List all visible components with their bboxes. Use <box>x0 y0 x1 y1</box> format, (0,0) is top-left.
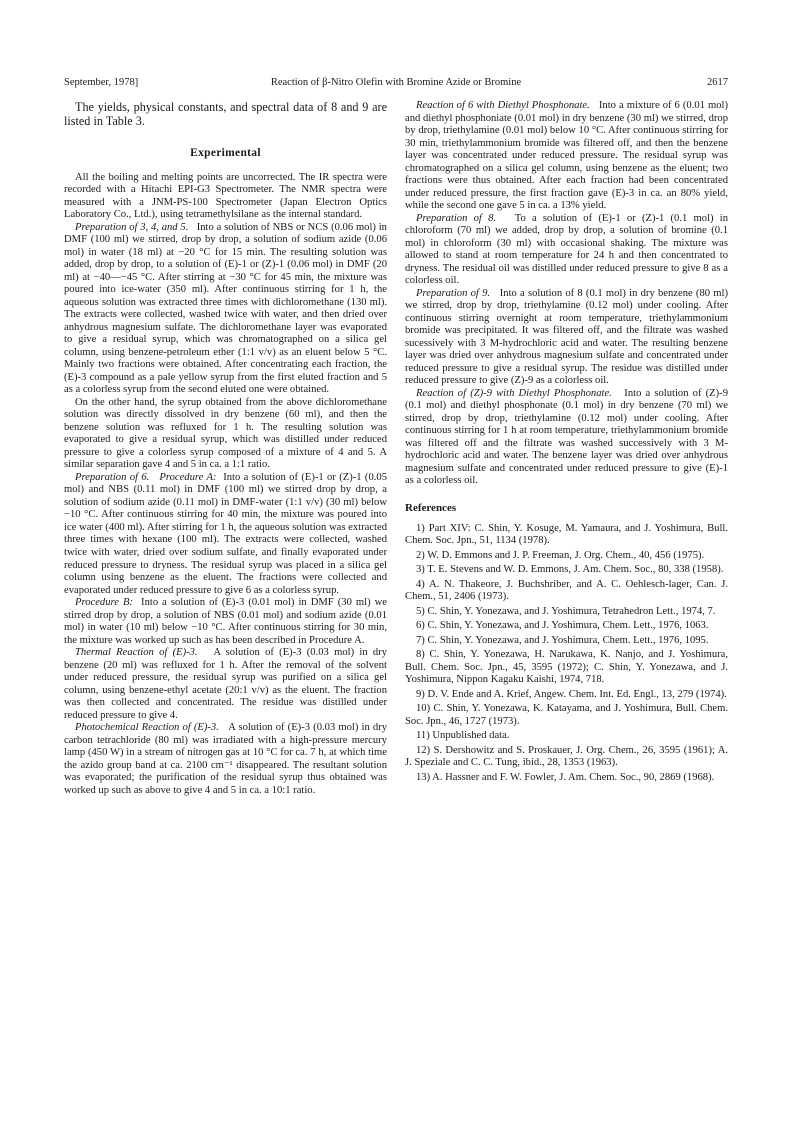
intro-paragraph: The yields, physical constants, and spectral data of 8 and 9 are listed in Table 3. <box>64 100 387 128</box>
reference-item: 4) A. N. Thakeore, J. Buchshriber, and A. C. Oehlesch-lager, Can. J. Chem., 51, 2406 (1973). <box>405 578 728 603</box>
subhead-thermal: Thermal Reaction of (E)-3. <box>75 647 198 659</box>
paragraph-other-hand: On the other hand, the syrup obtained from the above dichloromethane solution was directly dissolved in dry benzene (60 ml), and then the benzene solution was refluxed for 1 h. The resulting solution was evaporated to give a residual syrup, which was distilled under reduced pressure to give a colorless syrup composed of a mixture of 4 and 5. A similar separation gave 4 and 5 in ca. a 1:1 ratio. <box>64 396 387 471</box>
paragraph-reaction-z9: Reaction of (Z)-9 with Diethyl Phosphonate. Into a solution of (Z)-9 (0.1 mol) and diethyl phosphonate (0.1 mol) in dry benzene (70 ml) we stirred, drop by drop, triethylamine (0.12 mol) under cooling. After continuous stirring for 1 h at room temperature, triethylammonium bromide was filtered off and the filtrate was washed successively with 3 M-hydrochloric acid and water. The benzene layer was dried over anhydrous magnesium sulfate and concentrated under reduced pressure to give (E)-1 as a colorless oil. <box>405 387 728 487</box>
paragraph-prep-6: Preparation of 6. Procedure A: Into a solution of (E)-1 or (Z)-1 (0.05 mol) and NBS (0.11 mol) in DMF (100 ml) we stirred drop by drop, a solution of sodium azide (0.11 mol) in DMF-water (1:1 v/v) (30 ml) below −10 °C. After continuous stirring for 40 min, the mixture was poured into ice water (400 ml). After stirring for 1 h, the aqueous solution was extracted three times with hexane (100 ml). The extracts were collected, washed twice with water, dried over sodium sulfate, and finally evaporated under reduced pressure to dryness. The residual syrup was placed in a silica gel column using benzene as the eluent. The fractions were collected and evaporated under reduced pressure to give 6 as a colorless syrup. <box>64 471 387 596</box>
paragraph-prep-9: Preparation of 9. Into a solution of 8 (0.1 mol) in dry benzene (80 ml) we stirred, drop by drop, triethylamine (0.12 mol) under cooling. After continuous stirring overnight at room temperature, triethylammonium bromide was precipitated. It was filtered off, and the filtrate was washed sucessively with 3 M-hydrochloric acid and water. The resulting benzene layer was dried over anhydrous magnesium sulfate and concentrated under reduced pressure to give a residual syrup. The residue was distilled under reduced pressure to give (Z)-9 as a colorless oil. <box>405 287 728 387</box>
subhead-procedure-a: Procedure A: <box>159 471 217 483</box>
reference-item: 10) C. Shin, Y. Yonezawa, K. Katayama, and J. Yoshimura, Bull. Chem. Soc. Jpn., 46, 1727 (1973). <box>405 703 728 727</box>
paragraph-reaction-6: Reaction of 6 with Diethyl Phosphonate. Into a mixture of 6 (0.01 mol) and diethyl phosphoniate (0.01 mol) in dry benzene (30 ml) we stirred, drop by drop, triethylamine (0.01 mol) below 10 °C. After continuous stirring for 30 min, triethylammonium bromide was filtered off, and then the benzene layer was concentrated under reduced pressure. The residual syrup was chromatographed on a silica gel column, using benzene as the eluent; two fractions were thus obtained. After each fraction had been concentrated under reduced pressure, the first fraction gave (E)-3 in ca. an 80% yield, while the second one gave 5 in ca. a 13% yield. <box>405 100 728 212</box>
reference-item: 5) C. Shin, Y. Yonezawa, and J. Yoshimura, Tetrahedron Lett., 1974, 7. <box>416 605 716 617</box>
reference-item: 9) D. V. Ende and A. Krief, Angew. Chem. Int. Ed. Engl., 13, 279 (1974). <box>416 688 727 700</box>
subhead-prep-6: Preparation of 6. <box>75 471 150 483</box>
experimental-heading: Experimental <box>190 147 261 159</box>
reference-item: 3) T. E. Stevens and W. D. Emmons, J. Am. Chem. Soc., 80, 338 (1958). <box>416 564 724 576</box>
right-column <box>405 100 728 786</box>
reference-list <box>405 523 728 785</box>
reference-item: 13) A. Hassner and F. W. Fowler, J. Am. Chem. Soc., 90, 2869 (1968). <box>416 771 715 783</box>
subhead-prep-9: Preparation of 9. <box>416 287 491 299</box>
paragraph-prep-8: Preparation of 8. To a solution of (E)-1 or (Z)-1 (0.1 mol) in chloroform (70 ml) we added, drop by drop, a solution of bromine (0.1 mol) in chloroform (30 ml) with occasional shaking. The mixture was allowed to stand at room temperature for 24 h and then concentrated to dryness. The residual oil was distilled under reduced pressure to give 8 as a colorless oil. <box>405 212 729 287</box>
page-number: 2617 <box>707 77 728 88</box>
reference-item: 2) W. D. Emmons and J. P. Freeman, J. Org. Chem., 40, 456 (1975). <box>416 549 705 561</box>
reference-item: 1) Part XIV: C. Shin, Y. Kosuge, M. Yamaura, and J. Yoshimura, Bull. Chem. Soc. Jpn., 51, 1134 (1978). <box>405 522 728 547</box>
subhead-prep-8: Preparation of 8. <box>416 212 497 224</box>
subhead-reaction-6: Reaction of 6 with Diethyl Phosphonate. <box>416 100 590 111</box>
reference-item: 8) C. Shin, Y. Yonezawa, H. Narukawa, K. Nanjo, and J. Yoshimura, Bull. Chem. Soc. Jpn., 45, 3595 (1972); C. Shin, Y. Yonezawa, and J. Yoshimura, Nippon Kagaku Kaishi, 1974, 718. <box>405 649 728 686</box>
references-heading: References <box>405 501 457 514</box>
paragraph-thermal: Thermal Reaction of (E)-3. A solution of (E)-3 (0.03 mol) in dry benzene (20 ml) was refluxed for 1 h. After the removal of the solvent under reduced pressure, the residual syrup was purified on a silica gel column, using benzene-ethyl acetate (20:1 v/v) as the eluent. The fraction was then collected and concentrated. The residue was distilled under reduced pressure to give 4. <box>64 647 387 721</box>
reference-item: 11) Unpublished data. <box>416 730 510 742</box>
paragraph-photochemical: Photochemical Reaction of (E)-3. A solution of (E)-3 (0.03 mol) in dry carbon tetrachloride (80 ml) was irradiated with a high-pressure mercury lamp (450 W) in a stream of nitrogen gas at 10 °C for ca. 7 h, at which time the azido group band at ca. 2100 cm⁻¹ disappeared. The resultant solution was evaporated; the purification of the residual syrup thus obtained was worked up such as above to give 4 and 5 in ca. a 10:1 ratio. <box>64 722 387 796</box>
subhead-photochemical: Photochemical Reaction of (E)-3. <box>75 722 219 734</box>
subhead-procedure-b: Procedure B: <box>75 597 133 609</box>
header-date: September, 1978] <box>64 77 139 88</box>
subhead-prep-3-4-5: Preparation of 3, 4, and 5. <box>75 221 189 233</box>
reference-item: 12) S. Dershowitz and S. Proskauer, J. Org. Chem., 26, 3595 (1961); A. J. Speziale and C. C. Tung, ibid., 28, 1353 (1963). <box>405 744 728 769</box>
subhead-reaction-z9: Reaction of (Z)-9 with Diethyl Phosphonate. <box>416 387 612 399</box>
reference-item: 7) C. Shin, Y. Yonezawa, and J. Yoshimura, Chem. Lett., 1976, 1095. <box>416 634 709 646</box>
reference-item: 6) C. Shin, Y. Yonezawa, and J. Yoshimura, Chem. Lett., 1976, 1063. <box>416 620 709 632</box>
header-title: Reaction of β-Nitro Olefin with Bromine Azide or Bromine <box>270 77 522 88</box>
paragraph-general: All the boiling and melting points are uncorrected. The IR spectra were recorded with a Hitachi EPI-G3 Spectrometer. The NMR spectra were measured with a JNM-PS-100 Spectrometer (Japan Electron Optics Laboratory Co., Ltd.), using tetramethylsilane as the internal standard. <box>64 171 387 221</box>
paragraph-prep-3-4-5: Preparation of 3, 4, and 5. Into a solution of NBS or NCS (0.06 mol) in DMF (100 ml) we stirred, drop by drop, a solution of sodium azide (0.06 mol) in water (18 ml) at −20 °C for 15 min. The resulting solution was added, drop by drop, to a solution of (E)-1 or (Z)-1 (0.06 mol) in DMF (20 ml) at −40—−45 °C. After stirring at −30 °C for 45 min, the mixture was poured into ice-water (350 ml). After continuous stirring for 1 h, the aqueous solution was extracted three times with dichloromethane (130 ml). The extracts were collected, washed twice with water, and then dried over anhydrous magnesium sulfate. The dichloromethane layer was evaporated to give a residual syrup, which was chromatographed on a silica gel column, using benzene-petroleum ether (1:1 v/v) as an eluent below 5 °C. Mainly two fractions were obtained. After concentrating each fraction, the (E)-3 compound as a pale yellow syrup from the first eluted fraction and 5 as a colorless syrup from the second eluted one were obtained. <box>64 221 387 396</box>
running-header <box>64 76 728 90</box>
left-column <box>64 100 387 797</box>
paragraph-procedure-b: Procedure B: Into a solution of (E)-3 (0.01 mol) in DMF (30 ml) we stirred drop by drop, a solution of NBS (0.01 mol) and sodium azide (0.01 mol) in water (10 ml) below −10 °C. After continuous stirring for 30 min, the mixture was worked up such as has been described in Procedure A. <box>64 597 387 646</box>
